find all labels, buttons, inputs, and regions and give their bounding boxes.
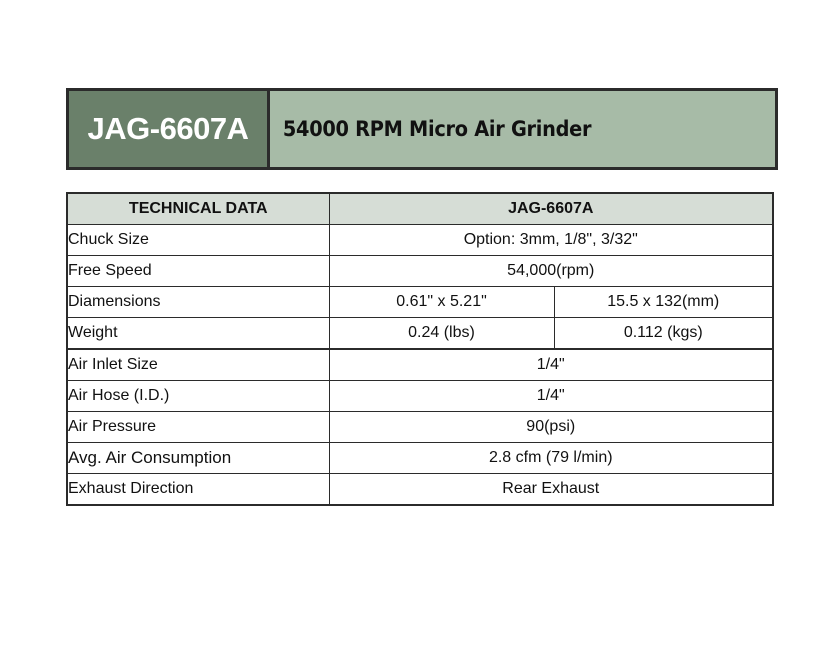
spec-label-air-hose: Air Hose (I.D.) bbox=[67, 381, 329, 412]
product-title: 54000 RPM Micro Air Grinder bbox=[282, 117, 592, 141]
table-row bbox=[67, 256, 773, 287]
table-row bbox=[67, 318, 773, 350]
table-row bbox=[67, 381, 773, 412]
spec-value-free-speed: 54,000(rpm) bbox=[329, 256, 773, 287]
spec-value-air-pressure: 90(psi) bbox=[329, 412, 773, 443]
spec-label-free-speed: Free Speed bbox=[67, 256, 329, 287]
technical-data-heading: TECHNICAL DATA bbox=[67, 193, 329, 225]
spec-label-air-pressure: Air Pressure bbox=[67, 412, 329, 443]
product-header bbox=[66, 88, 778, 170]
spec-label-weight: Weight bbox=[67, 318, 329, 350]
table-row bbox=[67, 287, 773, 318]
table-row bbox=[67, 225, 773, 256]
spec-label-air-consumption: Avg. Air Consumption bbox=[67, 443, 329, 474]
spec-value-chuck-size: Option: 3mm, 1/8", 3/32" bbox=[329, 225, 773, 256]
table-row bbox=[67, 349, 773, 381]
table-header-row bbox=[67, 193, 773, 225]
spec-label-chuck-size: Chuck Size bbox=[67, 225, 329, 256]
spec-value-air-hose: 1/4" bbox=[329, 381, 773, 412]
table-row bbox=[67, 412, 773, 443]
spec-value-weight-metric: 0.112 (kgs) bbox=[554, 318, 773, 350]
spec-value-air-inlet-size: 1/4" bbox=[329, 349, 773, 381]
spec-value-dimensions-metric: 15.5 x 132(mm) bbox=[554, 287, 773, 318]
technical-data-table bbox=[66, 192, 774, 506]
table-row bbox=[67, 474, 773, 506]
model-number: JAG-6607A bbox=[69, 91, 270, 167]
spec-label-air-inlet-size: Air Inlet Size bbox=[67, 349, 329, 381]
spec-value-dimensions-imperial: 0.61" x 5.21" bbox=[329, 287, 554, 318]
spec-label-exhaust-direction: Exhaust Direction bbox=[67, 474, 329, 506]
spec-value-weight-imperial: 0.24 (lbs) bbox=[329, 318, 554, 350]
spec-label-dimensions: Diamensions bbox=[67, 287, 329, 318]
table-row bbox=[67, 443, 773, 474]
model-column-heading: JAG-6607A bbox=[329, 193, 773, 225]
spec-value-air-consumption: 2.8 cfm (79 l/min) bbox=[329, 443, 773, 474]
spec-value-exhaust-direction: Rear Exhaust bbox=[329, 474, 773, 506]
